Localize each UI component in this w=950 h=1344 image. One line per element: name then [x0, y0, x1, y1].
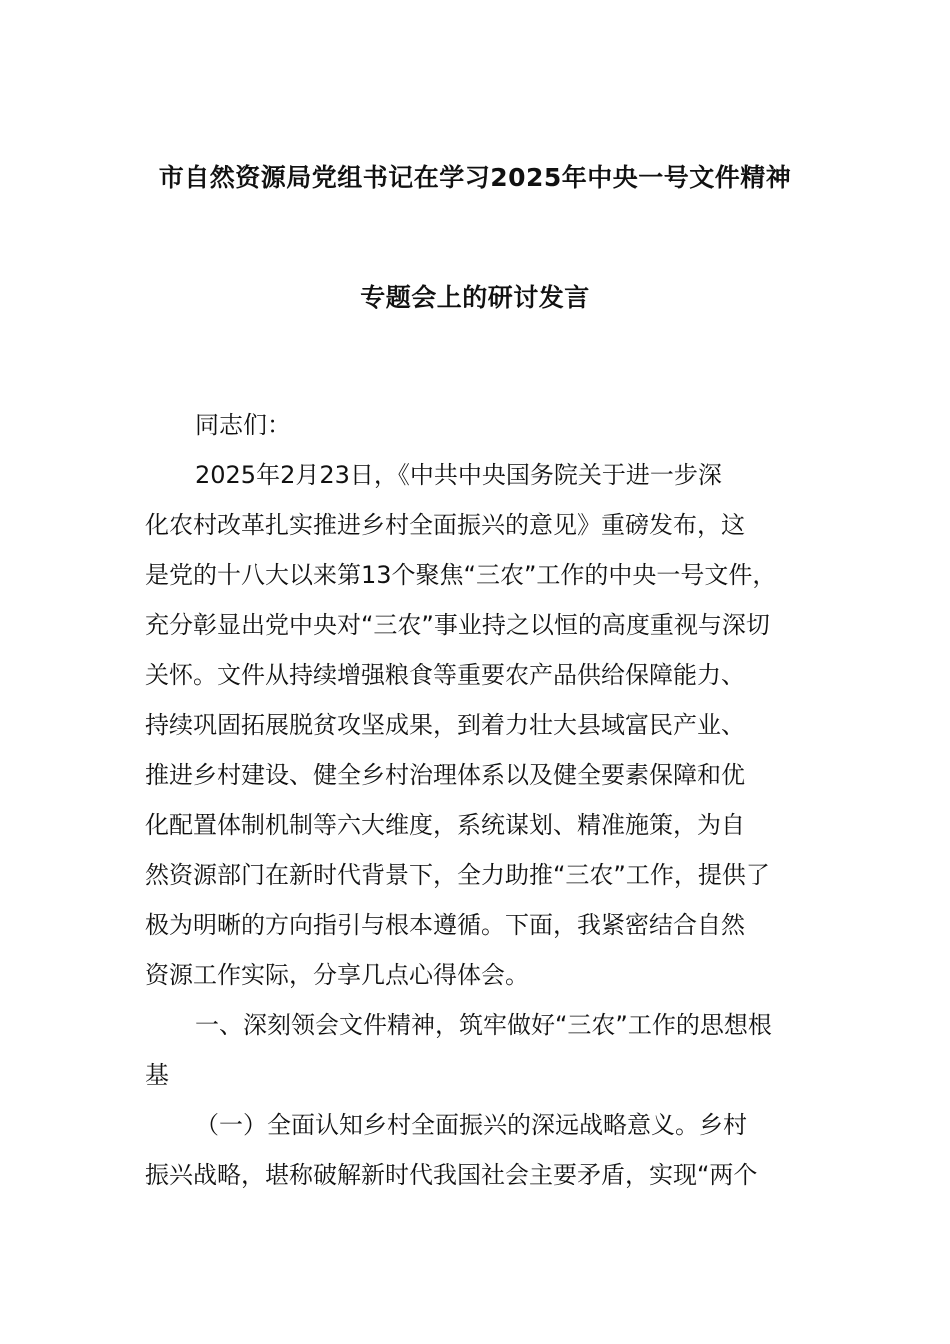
paragraph-line: 充分彰显出党中央对“三农”事业持之以恒的高度重视与深切 — [145, 611, 770, 639]
document-title-line-1: 市自然资源局党组书记在学习2025年中央一号文件精神 — [158, 163, 792, 192]
paragraph-line: 振兴战略，堪称破解新时代我国社会主要矛盾，实现“两个 — [145, 1161, 758, 1189]
paragraph-line: 化农村改革扎实推进乡村全面振兴的意见》重磅发布，这 — [145, 511, 745, 539]
heading-line: 一、深刻领会文件精神，筑牢做好“三农”工作的思想根 — [195, 1011, 772, 1039]
paragraph-line: 2025年2月23日，《中共中央国务院关于进一步深 — [195, 461, 722, 489]
paragraph-line: 化配置体制机制等六大维度，系统谋划、精准施策，为自 — [145, 811, 745, 839]
paragraph-intro — [145, 450, 825, 1000]
paragraph-line: 持续巩固拓展脱贫攻坚成果，到着力壮大县域富民产业、 — [145, 711, 745, 739]
heading-line: 基 — [145, 1061, 169, 1089]
greeting: 同志们： — [195, 411, 291, 439]
paragraph-line: （一）全面认知乡村全面振兴的深远战略意义。乡村 — [195, 1111, 747, 1139]
paragraph-line: 资源工作实际，分享几点心得体会。 — [145, 961, 529, 989]
document-title-line-2: 专题会上的研讨发言 — [360, 283, 590, 312]
paragraph-line: 是党的十八大以来第13个聚焦“三农”工作的中央一号文件， — [145, 561, 777, 589]
section-heading-1 — [145, 1000, 825, 1100]
paragraph-line: 关怀。文件从持续增强粮食等重要农产品供给保障能力、 — [145, 661, 745, 689]
paragraph-line: 然资源部门在新时代背景下，全力助推“三农”工作，提供了 — [145, 861, 770, 889]
paragraph-line: 极为明晰的方向指引与根本遵循。下面，我紧密结合自然 — [145, 911, 745, 939]
paragraph-line: 推进乡村建设、健全乡村治理体系以及健全要素保障和优 — [145, 761, 745, 789]
paragraph-subsection-1 — [145, 1100, 825, 1200]
